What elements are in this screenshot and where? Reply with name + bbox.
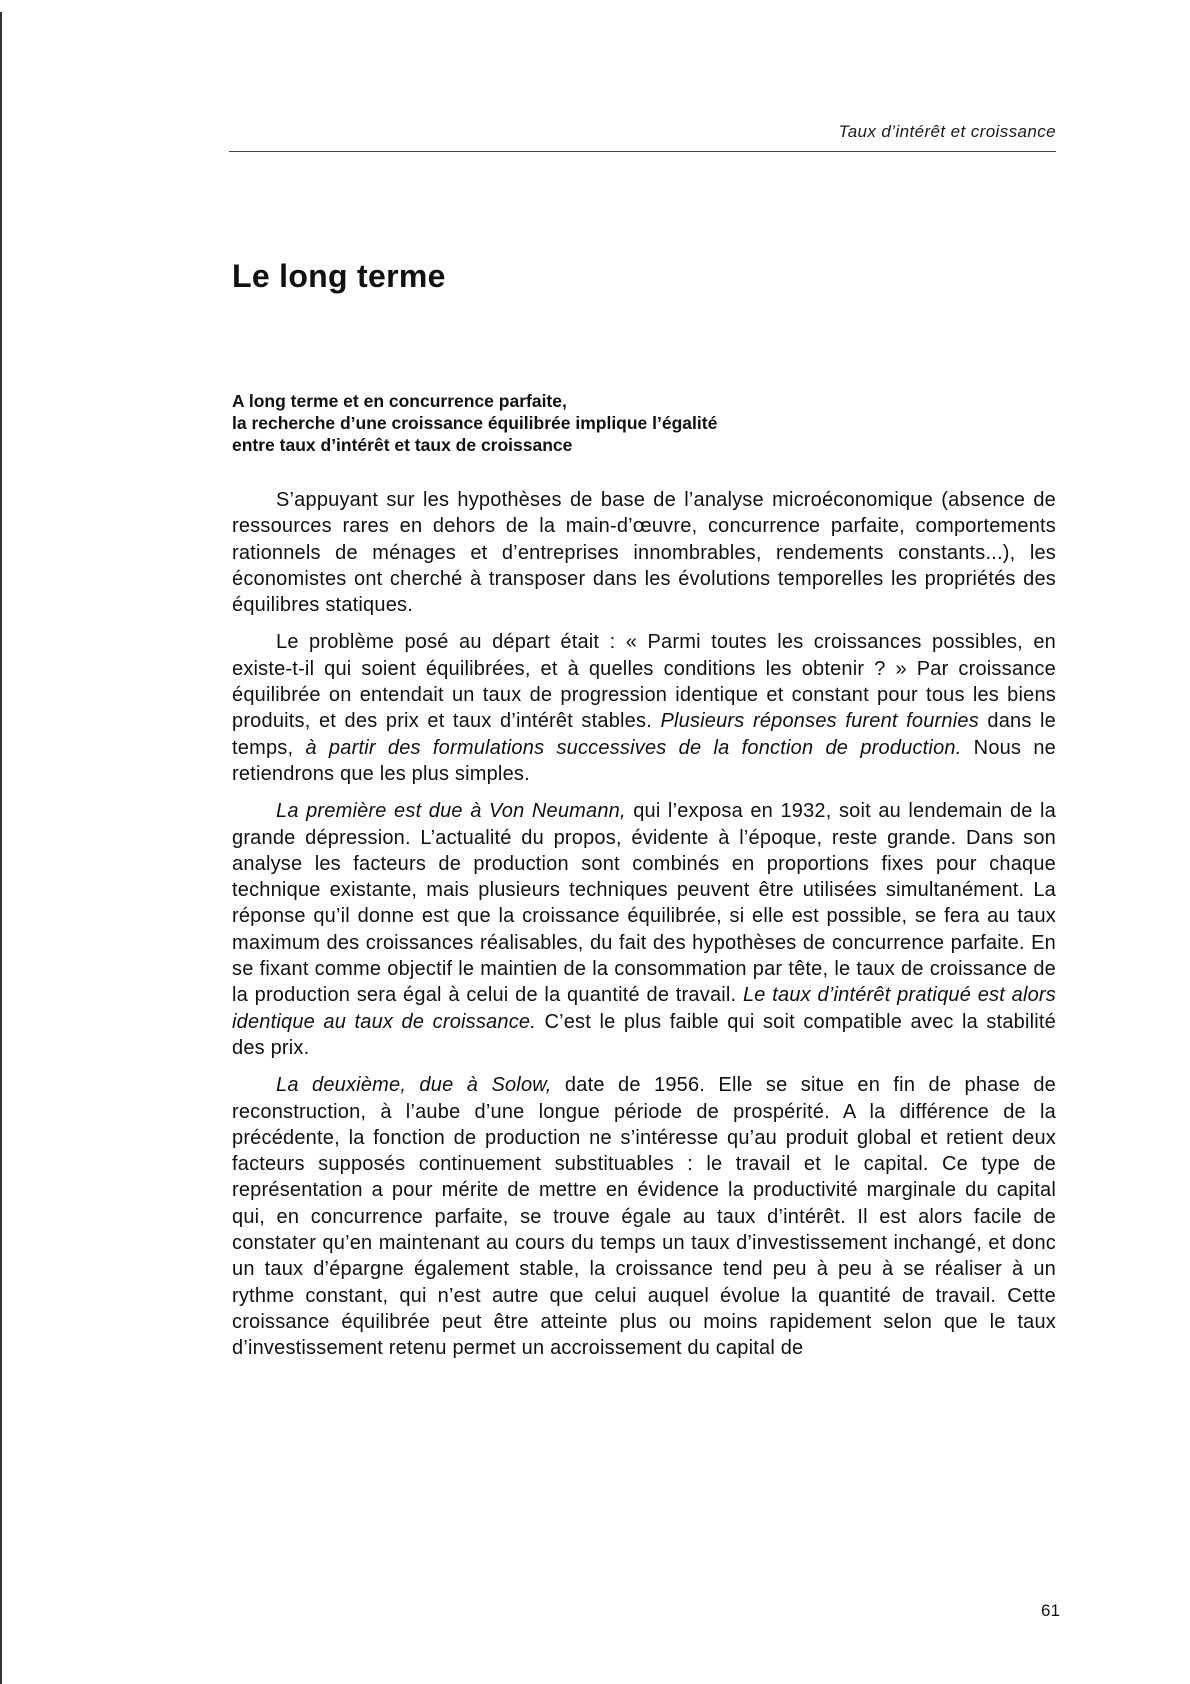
- paragraph-4: [232, 1072, 1056, 1361]
- running-header: Taux d’intérêt et croissance: [838, 122, 1056, 141]
- italic-segment: Le taux d’intérêt pratiqué est alors identique au taux de croissance.: [232, 984, 1056, 1033]
- body-text: [232, 487, 1056, 1373]
- italic-segment: à partir des formulations successives de la fonction de production.: [305, 736, 962, 759]
- text-segment: S’appuyant sur les hypothèses de base de l’analyse microéconomique (absence de ressources rares en dehors de la main-d’œuvre, concurrence parfaite, comportements rationnels de ménages et d’entreprises innombrables, rendements constants...), les économistes ont cherché à transposer dans les évolutions temporelles les propriétés des équilibres statiques.: [232, 489, 1056, 617]
- paragraph-2: [232, 629, 1056, 787]
- italic-segment: La deuxième, due à Solow,: [276, 1074, 552, 1097]
- text-segment: Nous ne retiendrons que les plus simples.: [232, 736, 1057, 785]
- text-segment: dans le temps,: [232, 710, 1056, 759]
- text-segment: qui l’exposa en 1932, soit au lendemain de la grande dépression. L’actualité du propos, évidente à l’époque, reste grande. Dans son analyse les facteurs de production sont combinés en proportions fixes pour chaque technique existante, mais plusieurs techniques peuvent être utilisées simultanément. La réponse qu’il donne est que la croissance équilibrée, si elle est possible, se fera au taux maximum des croissances réalisables, du fait des hypothèses de concurrence parfaite. En se fixant comme objectif le maintien de la consommation par tête, le taux de croissance de la production sera égal à celui de la quantité de travail.: [232, 800, 1057, 1007]
- italic-segment: Plusieurs réponses furent fournies: [660, 710, 979, 733]
- italic-segment: La première est due à Von Neumann,: [276, 800, 626, 823]
- section-subheading: [232, 390, 1032, 456]
- paragraph-1: [232, 487, 1056, 618]
- subheading-line: la recherche d’une croissance équilibrée implique l’égalité: [232, 413, 718, 433]
- subheading-line: entre taux d’intérêt et taux de croissance: [232, 435, 573, 455]
- paragraph-3: [232, 798, 1056, 1061]
- text-segment: Le problème posé au départ était : « Parmi toutes les croissances possibles, en existe-t-il qui soient équilibrées, et à quelles conditions les obtenir ? » Par croissance équilibrée on entendait un taux de progression identique et constant pour tous les biens produits, et des prix et taux d’intérêt stables.: [232, 631, 1056, 733]
- text-segment: date de 1956. Elle se situe en fin de phase de reconstruction, à l’aube d’une longue période de prospérité. A la différence de la précédente, la fonction de production ne s’intéresse qu’au produit global et retient deux facteurs supposés continuement substituables : le travail et le capital. Ce type de représentation a pour mérite de mettre en évidence la productivité marginale du capital qui, en concurrence parfaite, se trouve égale au taux d’intérêt. Il est alors facile de constater qu’en maintenant au cours du temps un taux d’investissement inchangé, et donc un taux d’épargne également stable, la croissance tend peu à peu à se réaliser à un rythme constant, qui n’est autre que celui auquel évolue la quantité de travail. Cette croissance équilibrée peut être atteinte plus ou moins rapidement selon que le taux d’investissement retenu permet un accroissement du capital de: [232, 1074, 1056, 1360]
- page-edge-line: [0, 12, 2, 1684]
- chapter-title: Le long terme: [232, 258, 446, 294]
- header-rule: [229, 151, 1056, 152]
- subheading-line: A long terme et en concurrence parfaite,: [232, 391, 567, 411]
- text-segment: C’est le plus faible qui soit compatible avec la stabilité des prix.: [232, 1010, 1056, 1059]
- page-number: 61: [1041, 1601, 1060, 1620]
